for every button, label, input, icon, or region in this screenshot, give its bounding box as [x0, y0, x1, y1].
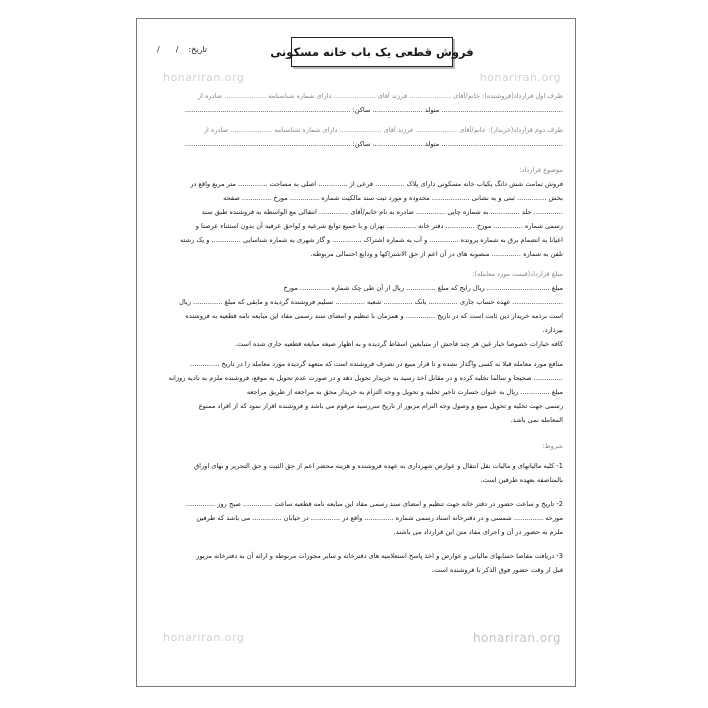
- contract-sheet: [136, 18, 576, 687]
- contract-body: [151, 89, 563, 577]
- price-line: بپردازد.: [542, 326, 563, 334]
- subject-line: فروش تمامت شش دانگ یکباب خانه مسکونی دارای پلاک .............. فرعی از .............. اصلی به مساحت .............. متر مربع واقع در: [190, 180, 563, 188]
- party2-line2: .......................................................... متولد ........................ ساکن: ...............................................................................: [184, 140, 563, 148]
- benefits-line: المعامله نمی باشد.: [510, 416, 563, 424]
- watermark: honariran.org: [163, 631, 245, 644]
- benefits-line: .............. صحیحا و سالما تخلیه کرده و در مقابل اخذ رسید به خریدار تحویل دهد و در صورت عدم تحویل به موقع، فروشنده ملزم به تادیه روزانه: [168, 374, 563, 382]
- subject-line: رسمی شماره .............. مورخ .............. دفتر خانه .............. تهران و با جمیع توابع شرعیه و لواحق عرفیه آن بدون استثناء عرصتا و: [195, 222, 563, 230]
- benefits-line: رسمی جهت تخلیه و تحویل مبیع و وصول وجه التزام مزبور از تاریخ سررسید مرقوم می باشد و فروشنده اقرار نمود که از افراد ممنوع: [198, 402, 563, 410]
- watermark: honariran.org: [479, 71, 561, 84]
- party1-line2: .......................................................... متولد ........................ ساکن: ...............................................................................: [184, 106, 563, 114]
- date-field: [151, 45, 207, 54]
- condition-1-line: بالمناصفه بعهده طرفین است.: [480, 476, 563, 484]
- watermark: honariran.org: [472, 631, 561, 645]
- benefits-line: منافع مورد معامله قبلا به کسی واگذار نشده و تا قرار مبیع در تصرف فروشنده است که متعهد گردیده مورد معامله را در تاریخ ..............: [190, 360, 563, 368]
- subject-line: تلفن به شماره .............. منصوبه های در آن اعم از حق الاشتراکها و ودایع احتمالی مربوطه.: [310, 250, 563, 258]
- condition-1-line: 1- کلیه مالیاتهای و مالیات نقل انتقال و عوارض شهرداری به عهده فروشنده و هزینه محضر اعم از حق الثبت و حق التحریر و بهای اوراق: [194, 462, 563, 470]
- condition-3-line: قبل از وقت حضور فوق الذکر با فروشنده است.: [431, 566, 563, 574]
- subject-line: .............. جلد .............. به شماره چاپی .............. صادره به نام خانم/آقای .............. انتقالی مع الواسطه به فروشنده طبق سند: [201, 208, 563, 216]
- price-line: مبلغ .............................. ریال رایج که مبلغ .............. ریال از آن طی چک شماره .............. مورخ: [283, 284, 563, 292]
- party1-line1: طرف اول قرارداد(فروشنده): خانم/آقای .................... فرزند آقای .................... دارای شماره شناسنامه .................... صادره از: [197, 92, 563, 100]
- condition-2-line: ملزم به حضور در آن و اجرای مفاد متن این قرارداد می باشند.: [393, 528, 563, 536]
- condition-3-line: 3- دریافت مفاصا حسابهای مالیاتی و عوارض و اخذ پاسخ استعلامیه های دفترخانه و سایر مجوزات مربوطه و ارائه آن به دفترخانه مزبور: [196, 552, 563, 560]
- date-label: تاریخ:: [188, 45, 208, 54]
- date-separator-2: /: [157, 45, 160, 54]
- price-line: است برذمه خریدار دین ثابت است که در تاریخ .............. و همزمان با تنظیم و امضای سند رسمی مفاد این مبایعه نامه قطعیه به فروشنده: [185, 312, 563, 320]
- price-line: ........................ عهده حساب جاری .............. بانک .............. شعبه .............. تسلیم فروشنده گردیده و مابقی که مبلغ .............. ریال: [179, 298, 563, 306]
- header: [137, 37, 575, 71]
- benefits-line: مبلغ .............. ریال به عنوان خسارت تاخیر تخلیه و تحویل و وجه التزام به خریدار محق به مراجعه از طریق مراجعه: [246, 388, 563, 396]
- condition-2-line: مورخه .............. شمسی و در دفترخانه اسناد رسمی شماره .............. واقع در .............. در خیابان .............. می باشد که طرفین: [196, 514, 563, 522]
- subject-heading: موضوع قرارداد:: [519, 166, 563, 174]
- document-title: فروش قطعی یک باب خانه مسکونی: [291, 37, 453, 67]
- conditions-heading: شروط:: [542, 442, 563, 450]
- subject-line: بخش .............. ثبتی و به نشانی .................. محدوده و مورد ثبت سند مالکیت شماره .............. مورخ .............. صفحه: [223, 194, 563, 202]
- subject-line: اعیانا به انضمام برق به شماره پرونده .............. و آب به شماره اشتراک .............. و گاز شهری به شماره شناسایی .............. و یک رشته: [180, 236, 563, 244]
- party2-line1: طرف دوم قرارداد(خریدار): خانم/آقای .................... فرزند آقای .................... دارای شماره شناسنامه .................... صادره از: [203, 126, 563, 134]
- price-heading: مبلغ قرارداد(قیمت مورد معامله):: [472, 270, 563, 278]
- condition-2-line: 2- تاریخ و ساعت حضور در دفتر خانه جهت تنظیم و امضای سند رسمی مفاد این مبایعه نامه قطعیه ساعت .............. صبح روز ..............: [185, 500, 563, 508]
- date-separator-1: /: [175, 45, 179, 54]
- watermark: honariran.org: [163, 71, 245, 84]
- waiver-clause: کافه خیارات خصوصا خیار غبن هر چند فاحش از متبایعین اسقاط گردیده و به اظهار صیغه مبایعه قطعیه جاری شده است.: [234, 340, 563, 348]
